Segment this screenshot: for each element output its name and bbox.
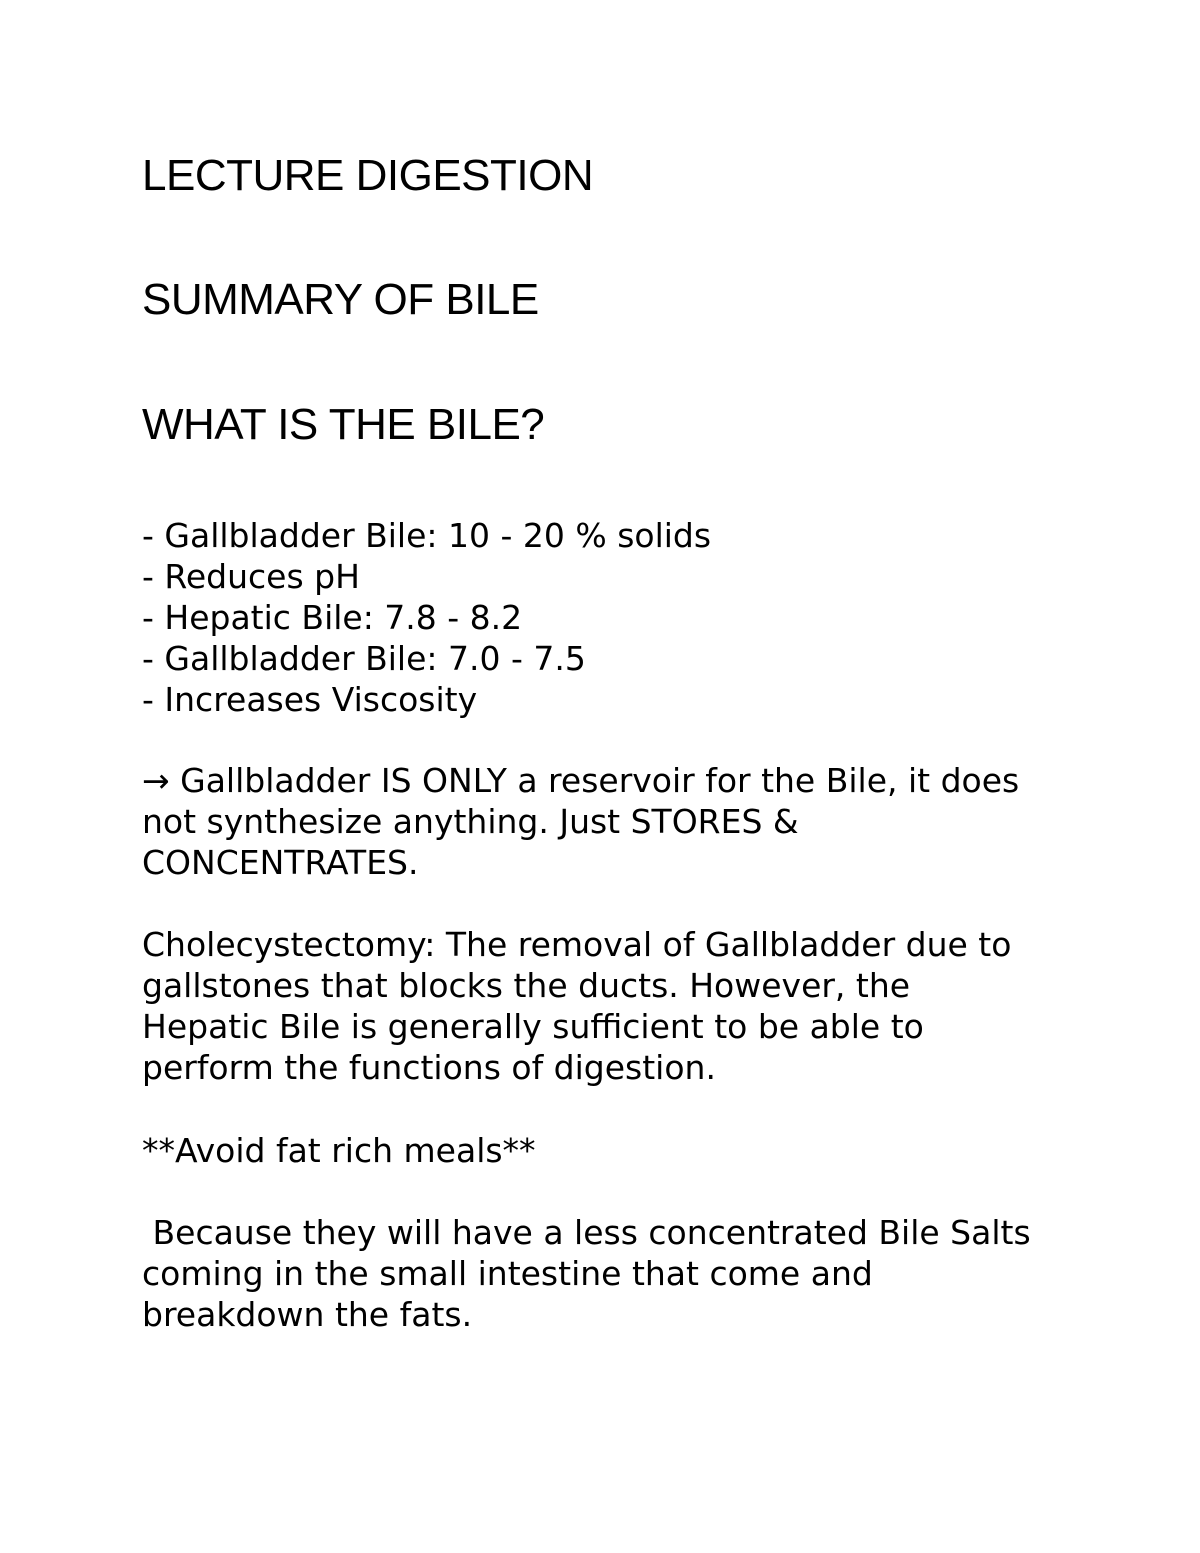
list-item: - Reduces pH (142, 557, 360, 596)
bile-facts-list (142, 515, 1042, 720)
list-item: - Increases Viscosity (142, 680, 478, 719)
because-paragraph: Because they will have a less concentrated Bile Salts coming in the small intestine that come and breakdown the fats. (142, 1213, 1042, 1334)
avoid-fat-note: **Avoid fat rich meals** (142, 1131, 536, 1170)
list-item: - Gallbladder Bile: 7.0 - 7.5 (142, 639, 586, 678)
document-subtitle: SUMMARY OF BILE (142, 275, 539, 324)
list-item: - Gallbladder Bile: 10 - 20 % solids (142, 516, 712, 555)
cholecystectomy-paragraph: Cholecystectomy: The removal of Gallbladder due to gallstones that blocks the ducts. However, the Hepatic Bile is generally sufficient to be able to perform the functions of digestion. (142, 925, 1012, 1087)
document-title: LECTURE DIGESTION (142, 151, 594, 200)
list-item: - Hepatic Bile: 7.8 - 8.2 (142, 598, 523, 637)
section-heading: WHAT IS THE BILE? (142, 400, 545, 449)
reservoir-paragraph: → Gallbladder IS ONLY a reservoir for the Bile, it does not synthesize anything. Just STORES & CONCENTRATES. (142, 761, 1020, 882)
